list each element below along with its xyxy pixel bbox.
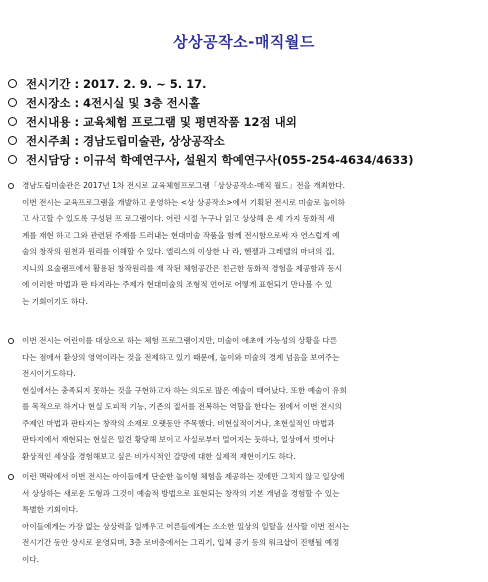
paragraph-line: 판타지에서 재현되는 현실은 일견 황당해 보이고 사실로부터 멀어지는 듯하나, 일상에서 벗어나 [22, 435, 335, 444]
circle-bullet-icon [8, 117, 17, 126]
paragraph-line: 서 상상하는 새로운 도형과 그것이 예술적 방법으로 표현되는 창작의 기본 개념을 경험할 수 있는 [22, 488, 340, 498]
info-label: 전시담당 [26, 152, 71, 167]
paragraph-3 [8, 469, 476, 568]
circle-bullet-icon [8, 183, 14, 189]
info-value: : 교육체험 프로그램 및 평면작품 12점 내외 [74, 114, 297, 129]
info-label: 전시기간 [26, 76, 71, 91]
paragraph-line: 고 사고할 수 있도록 구성된 프 로그램이다. 어린 시절 누구나 읽고 상상해 온 세 가지 동화적 세 [22, 214, 335, 223]
paragraph-line: 를 목적으로 하거나 현실 도피적 기능, 기존의 질서를 전복하는 역할을 한다는 점에서 이번 전시의 [22, 402, 342, 411]
paragraph-line: 이다. [22, 554, 40, 564]
paragraph-line: 다는 점에서 환상의 영역이라는 것을 전제하고 있기 때문에, 놀이와 미술의 경계 넘음을 보여주는 [22, 352, 340, 362]
info-value: : 경남도립미술관, 상상공작소 [74, 133, 225, 148]
paragraph-line: 경남도립미술관은 2017년 1차 전시로 교육체험프로그램「상상공작소-매직 월드」전을 개최한다. [22, 181, 346, 190]
info-row-content [8, 112, 480, 131]
paragraph-line: 는 기회이기도 하다. [22, 296, 88, 306]
paragraph-line: 특별한 기회이다. [22, 505, 79, 514]
paragraph-line: 이번 전시는 어린이를 대상으로 하는 체험 프로그램이지만, 미술이 애초에 가능성의 상황을 다른 [22, 336, 338, 345]
info-label: 전시주최 [26, 133, 71, 148]
circle-bullet-icon [8, 338, 14, 344]
paragraph-line: 이번 전시는 교육프로그램을 개발하고 운영하는 <상 상공작소>에서 기획된 전시로 미술로 놀이하 [22, 197, 345, 207]
circle-bullet-icon [8, 474, 14, 480]
exhibition-info-list [8, 74, 480, 169]
info-row-period [8, 74, 480, 93]
info-value: : 이규석 학예연구사, 설원지 학예연구사(055-254-4634/4633) [74, 152, 414, 167]
circle-bullet-icon [8, 136, 17, 145]
paragraph-line: 주제인 마법과 판타지는 창작의 소재로 오랫동안 주목했다. 비현실적이거나, 초현실적인 마법과 [22, 418, 335, 428]
paragraph-line: 전시기간 동안 상시로 운영되며, 3층 로비층에서는 그리기, 입체 공기 등의 워크샵이 진행될 예정 [22, 538, 340, 547]
paragraph-line: 지니의 요술램프에서 활용된 창작원리를 재 작된 체험공간은 친근한 동화적 경험을 제공함과 동시 [22, 263, 342, 273]
paragraph-line: 현실에서는 충족되지 못하는 것을 구현하고자 하는 의도로 많은 예술이 태어났다. 또한 예술이 유희 [22, 385, 347, 395]
paragraph-line: 전시이기도하다. [22, 369, 76, 378]
paragraph-line: 술의 창작의 원천과 원리를 이해할 수 있다. 앨리스의 이상한 나 라, 헨젤과 그레텔의 마녀의 집, [22, 247, 335, 256]
paragraph-1 [8, 178, 476, 310]
info-row-organizer [8, 131, 480, 150]
info-value: : 4전시실 및 3층 전시홀 [74, 95, 200, 110]
paragraph-2 [8, 333, 476, 465]
page-title: 상상공작소-매직월드 [173, 33, 315, 51]
info-label: 전시내용 [26, 114, 71, 129]
info-row-contact [8, 150, 480, 169]
info-label: 전시장소 [26, 95, 71, 110]
paragraph-line: 아이들에게는 가장 없는 상상력을 일깨우고 어른들에게는 소소한 일상의 일탈을 선사할 이번 전시는 [22, 521, 350, 531]
paragraph-line: 이런 맥락에서 이번 전시는 아이들에게 단순한 놀이형 체험을 제공하는 것에만 그치지 않고 일상에 [22, 472, 345, 481]
circle-bullet-icon [8, 79, 17, 88]
paragraph-line: 계를 재현 하고 그와 관련된 주제를 드러내는 현대미술 작품을 함께 전시함으로써 자 연스럽게 예 [22, 230, 340, 240]
circle-bullet-icon [8, 98, 17, 107]
paragraph-line: 환상적인 세상을 경험해보고 싶은 비가시적인 갈망에 대한 실제적 재현이기도 하다. [22, 451, 296, 461]
info-value: : 2017. 2. 9. ~ 5. 17. [74, 76, 207, 91]
info-row-venue [8, 93, 480, 112]
paragraph-line: 에 이러한 마법과 판 타지라는 주제가 현대미술의 조형적 언어로 어떻게 표현되기 만나볼 수 있 [22, 280, 333, 289]
circle-bullet-icon [8, 155, 17, 164]
